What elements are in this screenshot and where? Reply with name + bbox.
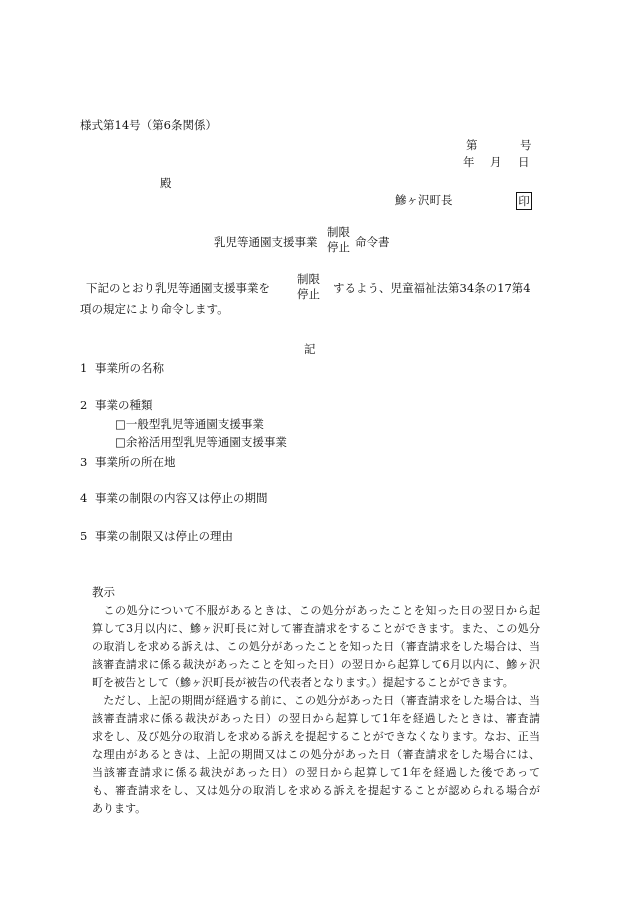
issuer-name: 鰺ヶ沢町長 <box>395 193 453 207</box>
instruction-heading: 教示 <box>92 585 115 599</box>
date-year: 年 <box>463 155 475 169</box>
instruction-line: 町を被告として（鰺ヶ沢町長が被告の代表者となります。）提起することができます。 <box>92 676 514 689</box>
notation-heading: 記 <box>304 342 316 356</box>
body-option-suspend: 停止 <box>297 287 320 301</box>
instruction-line: な理由があるときは、上記の期間又はこの処分があった日（審査請求をした場合には、 <box>92 748 540 761</box>
instruction-line: の取消しを求める訴えは、この処分があったことを知った日（審査請求をした場合は、当 <box>92 640 540 653</box>
form-number: 様式第14号（第6条関係） <box>80 118 217 132</box>
body-line1-prefix: 下記のとおり乳児等通園支援事業を <box>86 281 270 295</box>
doc-number-suffix: 号 <box>520 138 532 152</box>
instruction-text <box>92 602 540 818</box>
title-suffix: 命令書 <box>355 235 390 249</box>
date-month: 月 <box>490 155 502 169</box>
instruction-line: 算して3月以内に、鰺ヶ沢町長に対して審査請求をすることができます。また、この処分 <box>92 622 540 635</box>
title-option-suspend: 停止 <box>327 240 350 254</box>
body-line1-suffix: するよう、児童福祉法第34条の17第4 <box>333 281 531 295</box>
instruction-line: 該審査請求に係る裁決があったことを知った日）の翌日から起算して6月以内に、鰺ヶ沢 <box>92 658 540 671</box>
instruction-line: あります。 <box>92 802 147 815</box>
title-option-stack <box>327 225 350 255</box>
checkbox-icon: □ <box>115 417 126 431</box>
item-restriction-reason <box>80 528 233 544</box>
item-restriction-period <box>80 490 268 506</box>
item-number: 3 <box>80 455 88 469</box>
instruction-line: も、審査請求をし、又は処分の取消しを求める訴えを提起することが認められる場合が <box>92 784 540 797</box>
instruction-line: 当該審査請求に係る裁決があった日）の翌日から起算して1年を経過した後であって <box>92 766 540 779</box>
item-label: 事業所の名称 <box>95 361 164 375</box>
item-business-address <box>80 454 176 470</box>
body-option-stack <box>297 272 320 302</box>
item-number: 2 <box>80 398 88 412</box>
option-general-type <box>115 416 264 432</box>
doc-number-prefix: 第 <box>466 138 478 152</box>
item-business-type <box>80 397 153 413</box>
checkbox-icon: □ <box>115 435 126 449</box>
option-surplus-type <box>115 434 287 450</box>
item-label: 事業の制限の内容又は停止の期間 <box>95 491 268 505</box>
item-number: 1 <box>80 361 88 375</box>
item-business-name <box>80 360 164 376</box>
seal-box: 印 <box>516 192 532 210</box>
instruction-line: 該審査請求に係る裁決があった日）の翌日から起算して1年を経過したときは、審査請 <box>92 712 540 725</box>
item-label: 事業の制限又は停止の理由 <box>95 529 233 543</box>
title-prefix: 乳児等通園支援事業 <box>214 235 318 249</box>
item-number: 4 <box>80 491 88 505</box>
option-label: 余裕活用型乳児等通園支援事業 <box>125 435 287 449</box>
instruction-line: この処分について不服があるときは、この処分があったことを知った日の翌日から起 <box>92 604 540 617</box>
item-label: 事業所の所在地 <box>95 455 176 469</box>
item-number: 5 <box>80 529 88 543</box>
instruction-line: ただし、上記の期間が経過する前に、この処分があった日（審査請求をした場合は、当 <box>92 694 540 707</box>
instruction-line: 求をし、及び処分の取消しを求める訴えを提起することができなくなります。なお、正当 <box>92 730 540 743</box>
addressee-honorific: 殿 <box>160 176 172 190</box>
body-option-restrict: 制限 <box>297 272 320 286</box>
date-day: 日 <box>518 155 530 169</box>
option-label: 一般型乳児等通園支援事業 <box>125 417 264 431</box>
body-line2: 項の規定により命令します。 <box>80 302 229 316</box>
title-option-restrict: 制限 <box>327 225 350 239</box>
item-label: 事業の種類 <box>95 398 153 412</box>
